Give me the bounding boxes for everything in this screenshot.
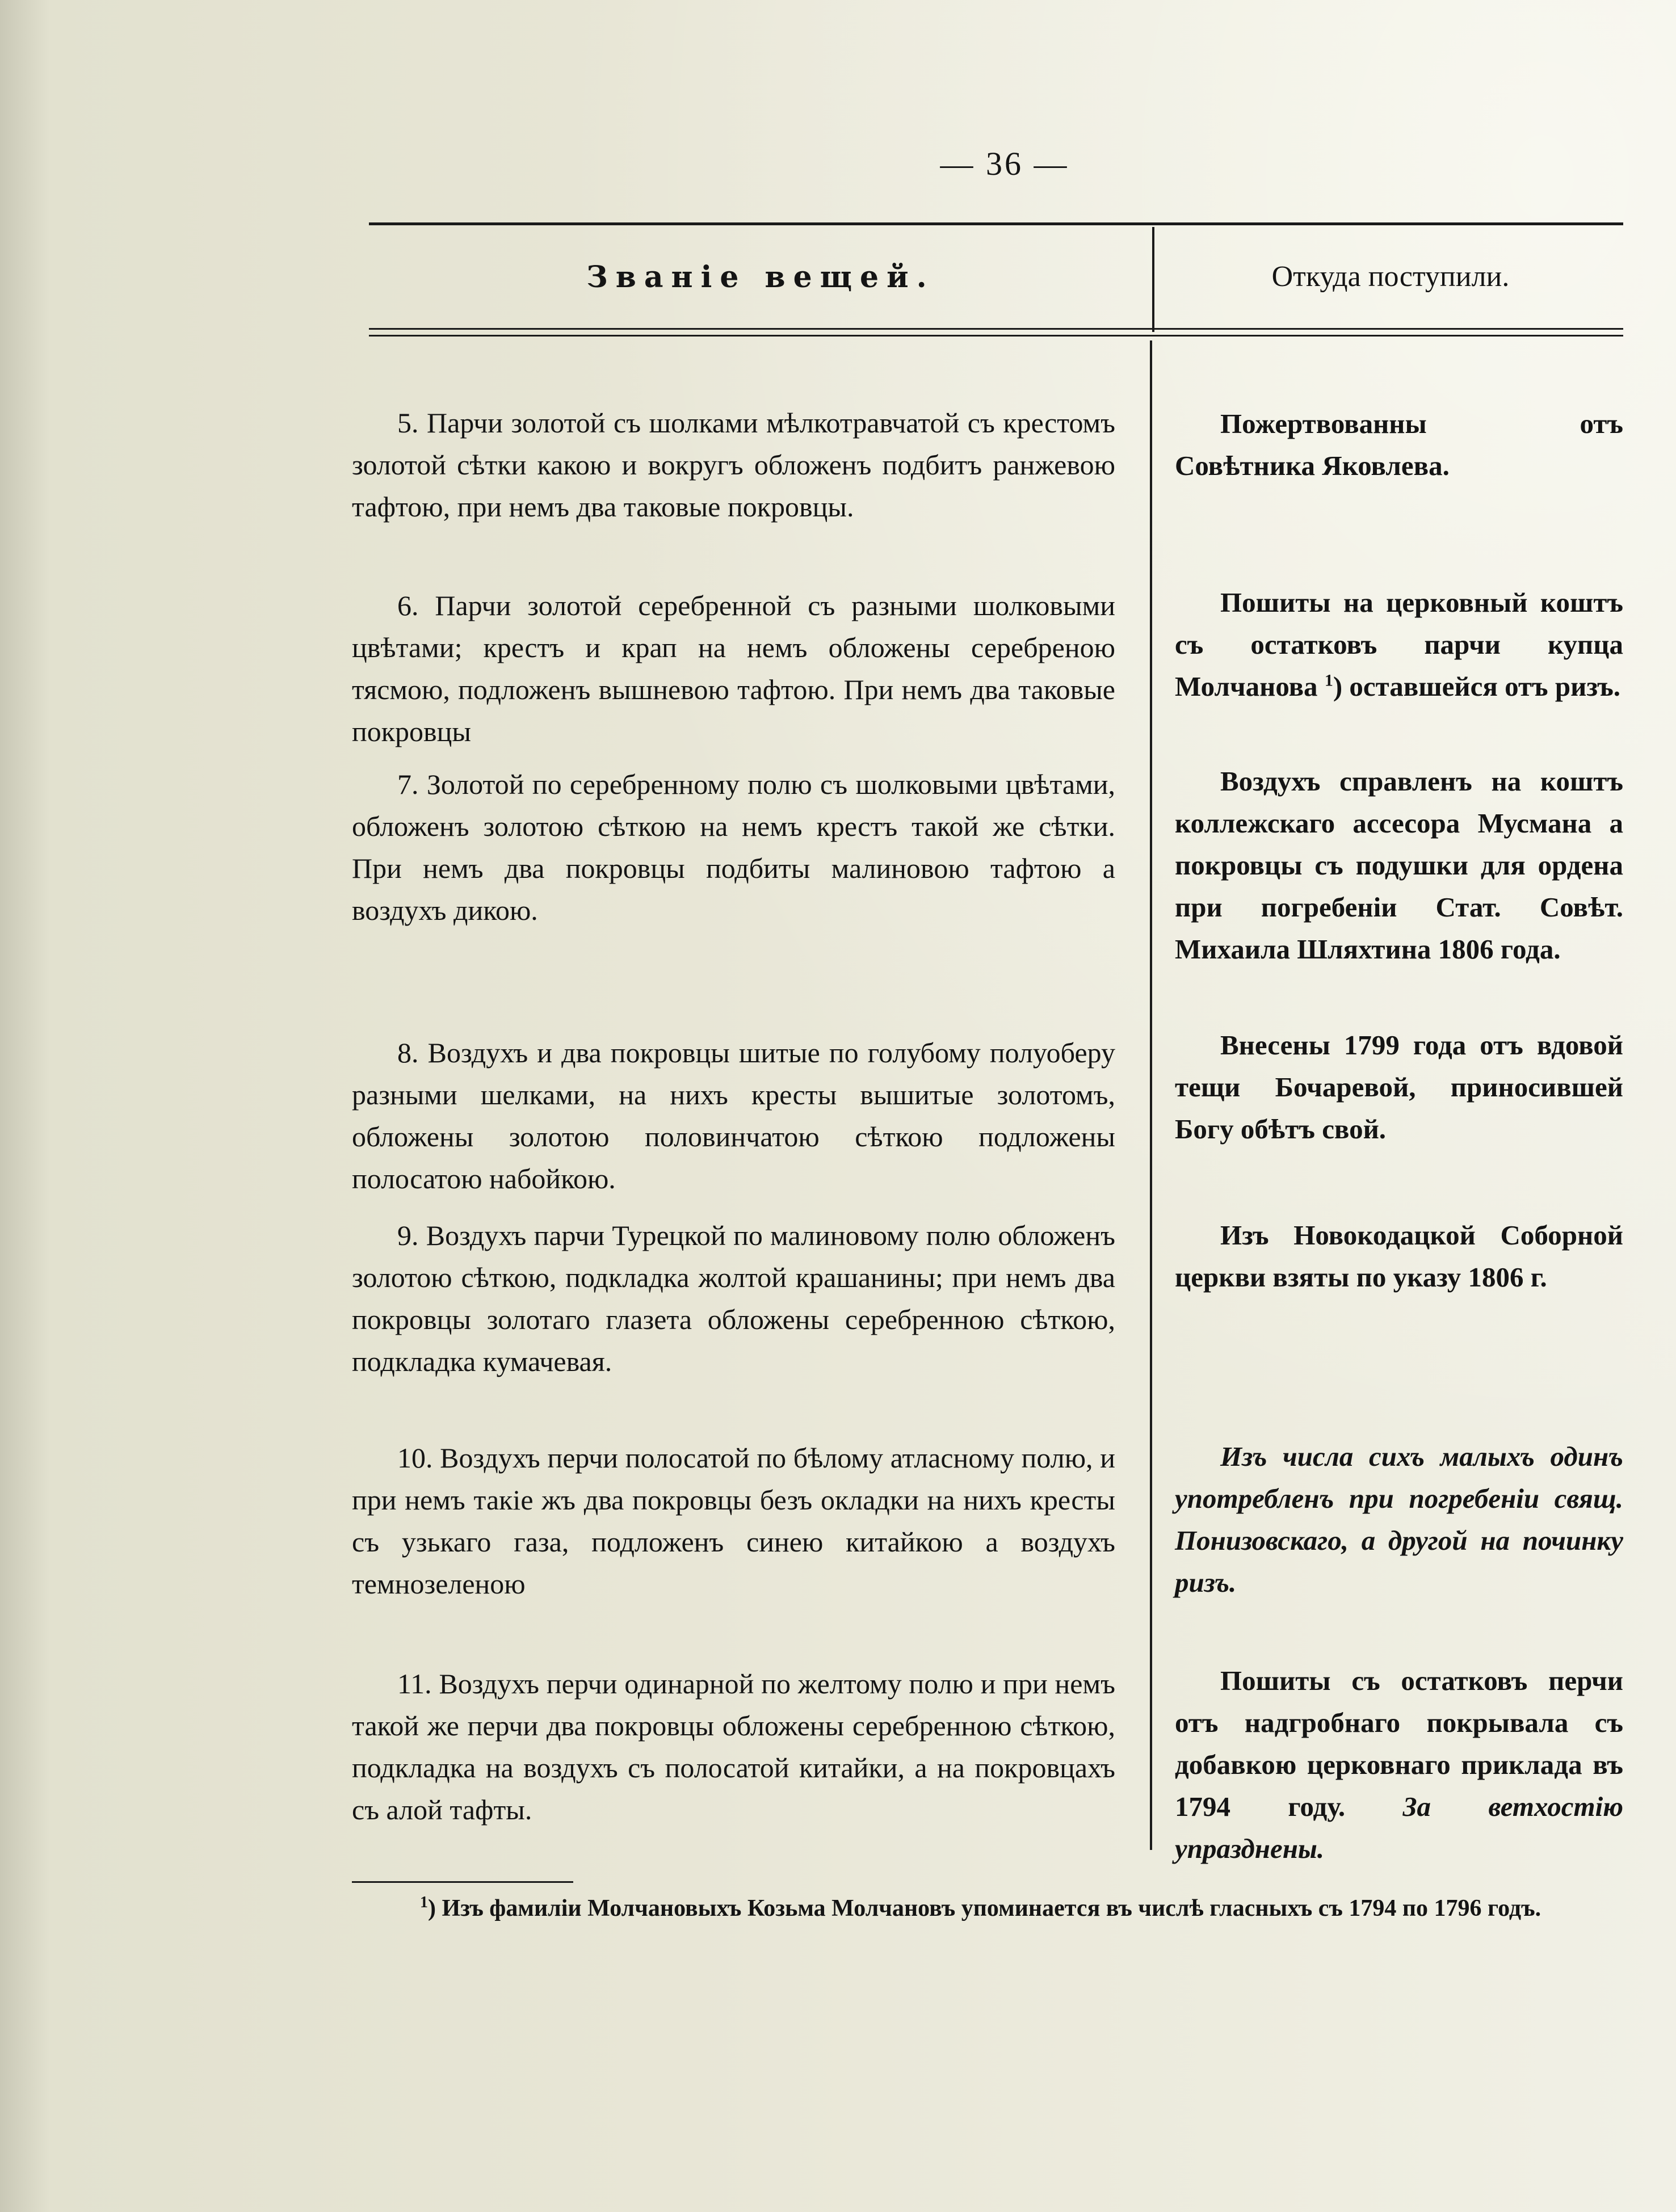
entry-10: 10. Воздухъ перчи полосатой по бѣлому атласному полю, и при немъ такіе жъ два покровцы безъ окладки на нихъ кресты съ узькаго газа, подложенъ синею китайкою а воздухъ темнозеленою <box>352 1442 1115 1600</box>
source-6-text-end: ) оставшейся отъ ризъ. <box>1333 671 1621 702</box>
column-header-items: Званіе вещей. <box>586 260 935 295</box>
source-10: Изъ числа сихъ малыхъ одинъ употребленъ при погребеніи свящ. Понизовскаго, а другой на починку ризъ. <box>1175 1441 1623 1598</box>
entry-8: 8. Воздухъ и два покровцы шитые по голубому полуоберу разными шелками, на нихъ кресты вышитые золотомъ, обложены золотою половинчатою сѣткою подложены полосатою набойкою. <box>352 1037 1115 1195</box>
footnote-rule <box>352 1881 573 1883</box>
footnote <box>346 1890 1623 1927</box>
page-number: — 36 — <box>940 145 1069 182</box>
source-8: Внесены 1799 года отъ вдовой тещи Бочаревой, приносившей Богу обѣтъ свой. <box>1175 1029 1623 1145</box>
source-5: Пожертвованны отъ Совѣтника Яковлева. <box>1175 408 1623 481</box>
entry-5: 5. Парчи золотой съ шолками мѣлкотравчатой съ крестомъ золотой сѣтки какою и вокругъ обложенъ подбитъ ранжевою тафтою, при немъ два таковые покровцы. <box>352 407 1115 523</box>
entry-9: 9. Воздухъ парчи Турецкой по малиновому полю обложенъ золотою сѣткою, подкладка жолтой крашанины; при немъ два покровцы золотаго глазета обложены серебренною сѣткою, подкладка кумачевая. <box>352 1219 1115 1377</box>
entry-7: 7. Золотой по серебренному полю съ шолковыми цвѣтами, обложенъ золотою сѣткою на немъ крестъ такой же сѣтки. При немъ два покровцы подбиты малиновою тафтою а воздухъ дикою. <box>352 768 1115 926</box>
footnote-marker: 1 <box>420 1894 428 1911</box>
source-11 <box>1175 1660 1623 1870</box>
source-9: Изъ Новокодацкой Соборной церкви взяты по указу 1806 г. <box>1175 1219 1623 1293</box>
header-rule-upper <box>369 328 1623 330</box>
source-11-italic: За ветхостію упразднены. <box>1175 1791 1623 1864</box>
footnote-text: ) Изъ фамиліи Молчановыхъ Козьма Молчановъ упоминается въ числѣ гласныхъ съ 1794 по 1796 годъ. <box>428 1895 1541 1921</box>
entry-6: 6. Парчи золотой серебренной съ разными шолковыми цвѣтами; крестъ и крап на немъ обложены серебреною тясмою, подложенъ вышневою тафтою. При немъ два таковые покровцы <box>352 590 1115 747</box>
footnote-ref: 1 <box>1324 671 1333 690</box>
top-rule <box>369 222 1623 225</box>
entry-11: 11. Воздухъ перчи одинарной по желтому полю и при немъ такой же перчи два покровцы обложены серебренною сѣткою, подкладка на воздухъ съ полосатой китайки, а на покровцахъ съ алой тафты. <box>352 1668 1115 1826</box>
header-rule-lower <box>369 335 1623 337</box>
source-6-text: Пошиты на церковный коштъ съ остатковъ парчи купца Молчанова <box>1175 587 1623 702</box>
source-7: Воздухъ справленъ на коштъ коллежскаго ассесора Мусмана а покровцы съ подушки для ордена при погребеніи Стат. Совѣт. Михаила Шляхтина 1806 года. <box>1175 766 1623 965</box>
source-6 <box>1175 582 1623 708</box>
column-divider <box>1150 340 1152 1850</box>
column-divider-top <box>1152 227 1154 332</box>
column-header-source: Откуда поступили. <box>1271 260 1510 293</box>
source-11-text: Пошиты съ остатковъ перчи отъ надгробнаго покрывала съ добавкою церковнаго приклада въ 1794 году. <box>1175 1665 1623 1822</box>
